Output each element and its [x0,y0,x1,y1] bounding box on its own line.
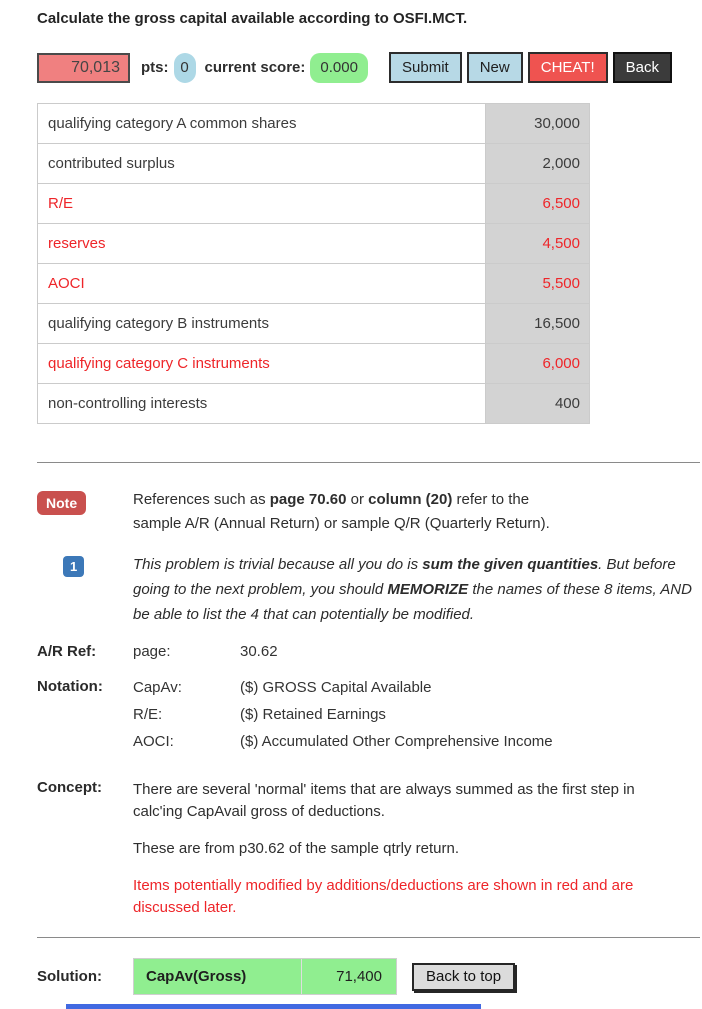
row-value: 5,500 [486,264,590,304]
solution-result-value: 71,400 [301,959,396,994]
comment-badge-column [37,552,133,577]
row-value: 16,500 [486,304,590,344]
submit-button[interactable]: Submit [389,52,462,83]
comment-row [0,552,702,627]
table-row [38,224,590,264]
row-value: 6,500 [486,184,590,224]
note-badge: Note [37,491,86,515]
row-label: qualifying category C instruments [38,344,486,384]
notation-entry [133,705,553,725]
comment-text-segment: This problem is trivial because all you do is [133,556,423,573]
solution-table [133,958,397,995]
table-row [38,304,590,344]
notation-entry [133,732,553,752]
notation-desc: ($) GROSS Capital Available [240,679,432,696]
table-row [38,264,590,304]
back-to-top-button[interactable]: Back to top [412,963,515,991]
current-score-label: current score: [204,59,306,76]
notation-entry [133,678,553,698]
table-row [38,184,590,224]
concept-red-note: Items potentially modified by additions/deductions are shown in red and are discussed later. [133,877,634,916]
table-row [38,344,590,384]
row-value: 30,000 [486,104,590,144]
score-badge: 0.000 [310,53,368,83]
row-label: R/E [38,184,486,224]
ar-ref-field: page: [133,643,171,660]
note-text [133,488,563,536]
quiz-table-body [38,104,590,424]
notation-table [133,678,553,759]
note-row [0,488,702,536]
new-button[interactable]: New [467,52,523,83]
row-label: reserves [38,224,486,264]
row-value: 4,500 [486,224,590,264]
controls-row [37,52,672,83]
note-text-segment: refer to the sample A/R (Annual Return) or sample Q/R (Quarterly Return). [133,491,550,532]
row-label: qualifying category A common shares [38,104,486,144]
comment-text-segment: the names of these 8 items, AND be able to list the 4 that can potentially be modified. [133,581,692,623]
note-ref-column: column (20) [368,491,453,508]
comment-text-segment: . But before going to the next problem, you should [133,556,676,598]
comment-emphasis: sum the given quantities [422,556,599,573]
concept-text [133,779,681,919]
pts-badge: 0 [174,53,196,83]
page-title: Calculate the gross capital available according to OSFI.MCT. [37,10,468,27]
note-text-segment: or [346,491,369,508]
notation-desc: ($) Retained Earnings [240,706,386,723]
button-group [384,52,672,83]
row-label: contributed surplus [38,144,486,184]
back-button[interactable]: Back [613,52,672,83]
solution-row [0,958,702,995]
solution-label: Solution: [37,968,102,985]
ar-ref-row [0,643,702,660]
bottom-partial-bar [66,1004,481,1009]
row-value: 400 [486,384,590,424]
ar-ref-value: 30.62 [240,643,278,660]
concept-label: Concept: [37,779,102,796]
comment-text [133,552,695,627]
notation-term: CapAv: [133,679,182,696]
row-label: non-controlling interests [38,384,486,424]
notation-row [0,678,702,759]
concept-row [0,779,702,919]
row-value: 2,000 [486,144,590,184]
notation-label: Notation: [37,678,103,695]
item-number-badge: 1 [63,556,84,577]
notation-term: AOCI: [133,733,174,750]
table-row [38,144,590,184]
divider-bottom [37,937,700,938]
table-row [38,104,590,144]
solution-result-label: CapAv(Gross) [134,959,301,994]
ar-ref-label: A/R Ref: [37,643,97,660]
quiz-table [37,103,590,424]
concept-paragraph: These are from p30.62 of the sample qtrly return. [133,840,459,857]
notation-desc: ($) Accumulated Other Comprehensive Income [240,733,553,750]
row-label: qualifying category B instruments [38,304,486,344]
answer-input[interactable] [37,53,130,83]
note-text-segment: References such as [133,491,270,508]
note-badge-column [37,488,133,515]
notation-term: R/E: [133,706,163,723]
row-label: AOCI [38,264,486,304]
cheat-button[interactable]: CHEAT! [528,52,608,83]
concept-paragraph: There are several 'normal' items that are always summed as the first step in calc'ing CapAvail gross of deductions. [133,781,635,820]
comment-emphasis: MEMORIZE [387,581,469,598]
table-row [38,384,590,424]
row-value: 6,000 [486,344,590,384]
pts-label: pts: [141,59,169,76]
divider-top [37,462,700,463]
note-ref-page: page 70.60 [269,491,347,508]
